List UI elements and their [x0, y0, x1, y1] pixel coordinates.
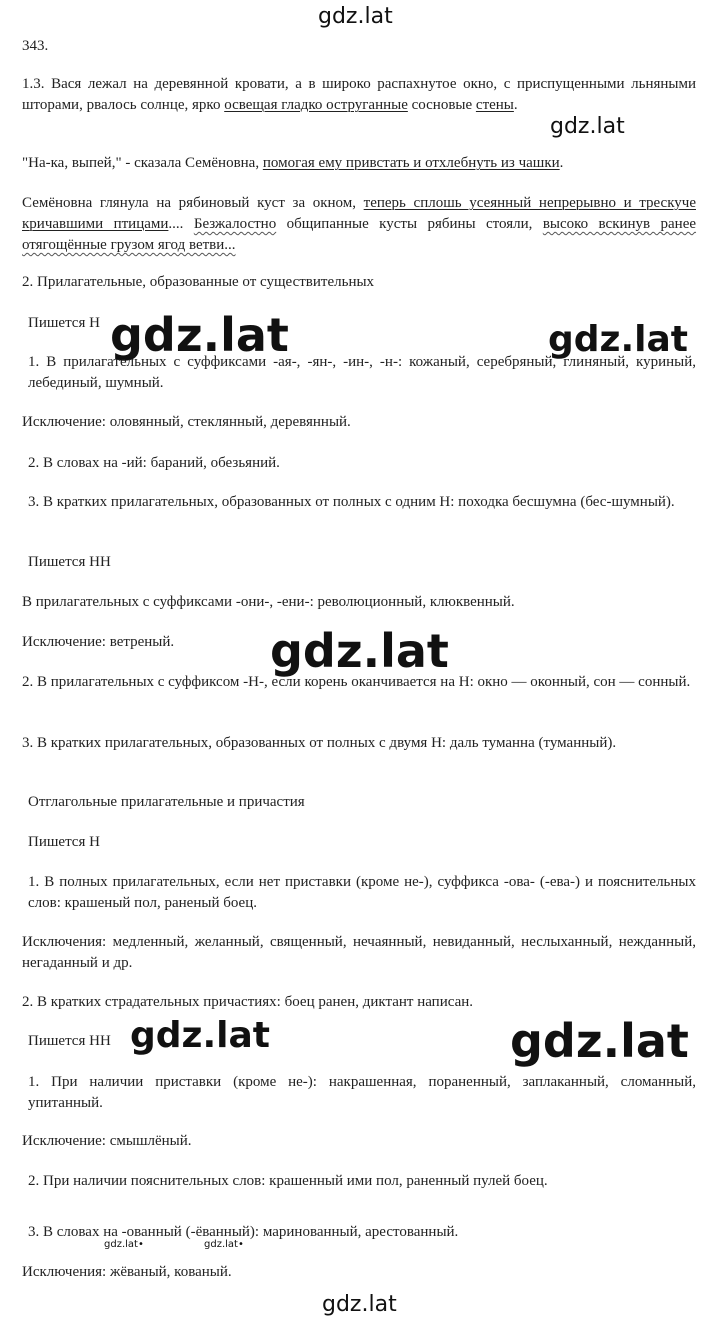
- rule-3-short-double: 3. В кратких прилагательных, образованных от полных с двумя Н: даль туманна (туманный).: [22, 735, 617, 751]
- p2-text: "На-ка, выпей," - сказала Семёновна,: [22, 155, 263, 171]
- section-heading-verbal: Отглагольные прилагательные и причастия: [28, 794, 305, 810]
- watermark-right-1: gdz.lat: [550, 114, 625, 139]
- exceptions-list: Исключения: медленный, желанный, священный, нечаянный, невиданный, неслыханный, нежданный, негаданный и др.: [22, 934, 696, 971]
- exception-1: Исключение: оловянный, стеклянный, деревянный.: [22, 414, 351, 430]
- subheading-single-n-2: Пишется Н: [28, 834, 100, 850]
- rule-2-explanatory: 2. При наличии пояснительных слов: крашенный ими пол, раненный пулей боец.: [28, 1173, 548, 1189]
- watermark-tiny-2: gdz.lat•: [204, 1239, 244, 1250]
- p3-wavy-1: Безжалостно: [193, 216, 277, 232]
- watermark-tiny-1: gdz.lat•: [104, 1239, 144, 1250]
- subheading-single-n: Пишется Н: [28, 315, 100, 331]
- p2-end: .: [559, 155, 564, 171]
- p1-middle: сосновые: [407, 97, 476, 113]
- rule-1-suffixes: 1. В прилагательных с суффиксами -ая-, -ян-, -ин-, -н-: кожаный, серебряный, глиняный, куриный, лебединый, шумный.: [28, 354, 696, 391]
- p1-underlined-2: стены: [475, 97, 514, 113]
- rule-2-short-participles: 2. В кратких страдательных причастиях: боец ранен, диктант написан.: [22, 994, 474, 1010]
- paragraph-1: [22, 74, 696, 116]
- watermark-right-3: gdz.lat: [510, 1014, 689, 1068]
- rule-3-ovanny: 3. В словах на -ованный (-ёванный): маринованный, арестованный.: [28, 1224, 459, 1240]
- p3-middle: ....: [168, 216, 194, 232]
- p3-wavy-2: высоко вскинув ранее отягощённые грузом ягод ветви...: [22, 216, 697, 253]
- p1-underlined: освещая гладко оструганные: [224, 97, 408, 113]
- exceptions-final: Исключения: жёваный, кованый.: [22, 1264, 232, 1280]
- exception-2: Исключение: ветреный.: [22, 634, 175, 650]
- p3-underlined: теперь сплошь усеянный непрерывно и трескуче кричавшими птицами: [22, 195, 696, 232]
- rule-2-suffix-n: 2. В прилагательных с суффиксом -Н-, если корень оканчивается на Н: окно — оконный, сон — сонный.: [22, 674, 691, 690]
- p3-text: Семёновна глянула на рябиновый куст за окном,: [22, 195, 364, 211]
- watermark-bottom: gdz.lat: [322, 1292, 397, 1317]
- rule-2-ij: 2. В словах на -ий: бараний, обезьяний.: [28, 455, 280, 471]
- watermark-left-2: gdz.lat: [130, 1015, 271, 1056]
- p3-middle-2: общипанные кусты рябины стояли,: [276, 216, 543, 232]
- p1-end: .: [513, 97, 518, 113]
- exception-3: Исключение: смышлёный.: [22, 1133, 192, 1149]
- paragraph-3: [22, 193, 696, 256]
- p2-underlined: помогая ему привстать и отхлебнуть из чашки: [262, 155, 560, 171]
- exercise-number: 343.: [22, 38, 49, 54]
- rule-1-full-adj: 1. В полных прилагательных, если нет приставки (кроме не-), суффикса -ова- (-ева-) и пояснительных слов: крашеный пол, раненый боец.: [28, 874, 696, 911]
- subheading-double-n-2: Пишется НН: [28, 1033, 111, 1049]
- rule-1-prefix: 1. При наличии приставки (кроме не-): накрашенная, пораненный, заплаканный, сломанный, упитанный.: [28, 1074, 696, 1111]
- watermark-center: gdz.lat: [270, 624, 449, 678]
- section-heading-denominal: 2. Прилагательные, образованные от существительных: [22, 274, 375, 290]
- p1-text: 1.3. Вася лежал на деревянной кровати, а в широко распахнутое окно, с приспущенными льняными шторами, рвалось солнце, ярко: [22, 76, 696, 113]
- rule-oni-eni: В прилагательных с суффиксами -они-, -ени-: революционный, клюквенный.: [22, 594, 515, 610]
- watermark-top: gdz.lat: [318, 4, 393, 29]
- watermark-left-1: gdz.lat: [110, 308, 289, 362]
- subheading-double-n: Пишется НН: [28, 554, 111, 570]
- watermark-right-2: gdz.lat: [548, 319, 689, 360]
- rule-3-short-adj: 3. В кратких прилагательных, образованных от полных с одним Н: походка бесшумна (бес-шумный).: [28, 494, 675, 510]
- paragraph-2: [22, 153, 696, 174]
